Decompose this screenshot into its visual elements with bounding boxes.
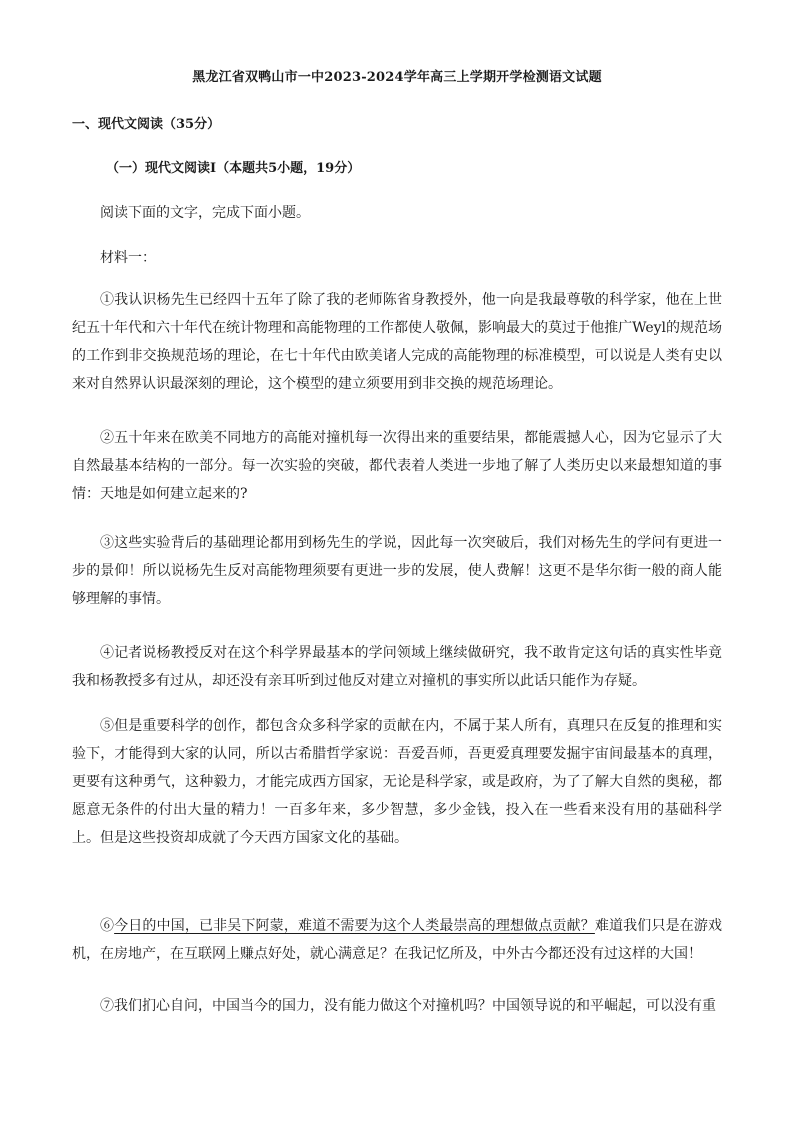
section-heading: 一、现代文阅读（35分） <box>72 117 221 132</box>
paragraph-5: ⑤但是重要科学的创作，都包含众多科学家的贡献在内，不属于某人所有，真理只在反复的推理和实验下，才能得到大家的认同，所以古希腊哲学家说：吾爱吾师，吾更爱真理要发掘宇宙间最基本的真理，更要有这种勇气，这种毅力，才能完成西方国家，无论是科学家，或是政府，为了了解大自然的奥秘，都愿意无条件的付出大量的精力！一百多年来，多少智慧，多少金钱，投入在一些看来没有用的基础科学上。但是这些投资却成就了今天西方国家文化的基础。 <box>72 718 722 846</box>
paragraph-3: ③这些实验背后的基础理论都用到杨先生的学说，因此每一次突破后，我们对杨先生的学问有更进一步的景仰！所以说杨先生反对高能物理须要有更进一步的发展，使人费解！这更不是华尔街一般的商人能够理解的事情。 <box>72 535 722 607</box>
paragraph-7: ⑦我们扪心自问，中国当今的国力，没有能力做这个对撞机吗？中国领导说的和平崛起，可以没有重 <box>100 998 716 1014</box>
material-label: 材料一： <box>100 250 156 266</box>
document-title: 黑龙江省双鸭山市一中2023-2024学年高三上学期开学检测语文试题 <box>192 70 602 85</box>
reading-instruction: 阅读下面的文字，完成下面小题。 <box>100 205 310 221</box>
paragraph-6 <box>72 912 722 968</box>
paragraph-6-underlined-sentence: 今日的中国，已非吴下阿蒙，难道不需要为这个人类最崇高的理想做点贡献？ <box>114 918 595 934</box>
paragraph-1: ①我认识杨先生已经四十五年了除了我的老师陈省身教授外，他一向是我最尊敬的科学家，他在上世纪五十年代和六十年代在统计物理和高能物理的工作都使人敬佩，影响最大的莫过于他推广Weyl的规范场的工作到非交换规范场的理论，在七十年代由欧美诸人完成的高能物理的标准模型，可以说是人类有史以来对自然界认识最深刻的理论，这个模型的建立须要用到非交换的规范场理论。 <box>72 292 722 392</box>
sub-heading: （一）现代文阅读Ⅰ（本题共5小题，19分） <box>106 161 361 176</box>
paragraph-4: ④记者说杨教授反对在这个科学界最基本的学问领域上继续做研究，我不敢肯定这句话的真实性毕竟我和杨教授多有过从，却还没有亲耳听到过他反对建立对撞机的事实所以此话只能作为存疑。 <box>72 645 722 689</box>
paragraph-6-marker: ⑥ <box>100 918 115 934</box>
paragraph-6-rest: 难道我们只是在游戏机，在房地产，在互联网上赚点好处，就心满意足？在我记忆所及，中外古今都还没有过这样的大国！ <box>72 918 723 962</box>
paragraph-2: ②五十年来在欧美不同地方的高能对撞机每一次得出来的重要结果，都能震撼人心，因为它显示了大自然最基本结构的一部分。每一次实验的突破，都代表着人类进一步地了解了人类历史以来最想知道的事情：天地是如何建立起来的? <box>72 430 722 502</box>
